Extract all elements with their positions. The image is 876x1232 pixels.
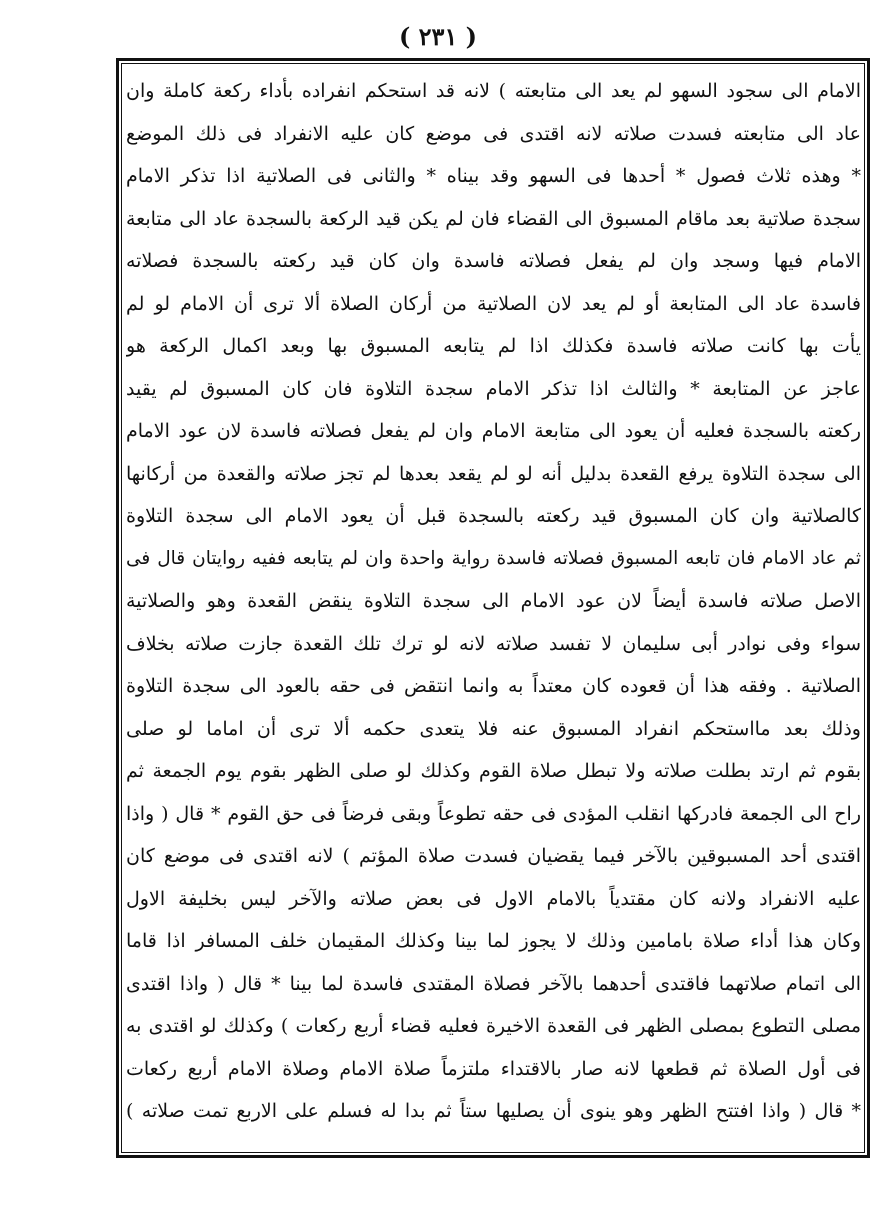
- text-line: * قال ( واذا افتتح الظهر وهو ينوى أن يصليها ستاً ثم بدا له فسلم على الاربع تمت صلاته ): [126, 1100, 861, 1122]
- text-line: راح الى الجمعة فادركها انقلب المؤدى فى حقه تطوعاً وبقى فرضاً فى حق القوم * قال ( واذا: [126, 802, 861, 825]
- text-line: الى اتمام صلاتهما فاقتدى أحدهما بالآخر فصلاة المقتدى فاسدة لما بينا * قال ( واذا اقتدى: [126, 972, 861, 995]
- text-line: يأت بها كانت صلاته فاسدة فكذلك اذا لم يتابعه المسبوق بها وبعد اكمال الركعة هو: [126, 335, 861, 357]
- text-line: الاصل صلاته فاسدة أيضاً لان عود الامام الى سجدة التلاوة ينقض القعدة وهو والصلاتية: [126, 590, 861, 612]
- text-line: وكان هذا أداء صلاة بامامين وذلك لا يجوز لما بينا وكذلك المقيمان خلف المسافر اذا قاما: [126, 930, 861, 952]
- text-line: ركعته بالسجدة فعليه أن يعود الى متابعة الامام وان لم يفعل فصلاته فاسدة لان عود الامام: [126, 420, 861, 442]
- text-line: بقوم ثم ارتد بطلت صلاته ولا تبطل صلاة القوم وكذلك لو صلى الظهر بقوم يوم الجمعة ثم: [126, 760, 861, 782]
- text-line: الامام الى سجود السهو لم يعد الى متابعته ) لانه قد استحكم انفراده بأداء ركعة كاملة وان: [126, 80, 861, 102]
- text-line: الامام فيها وسجد وان لم يفعل فصلاته فاسدة وان كان قيد ركعته بالسجدة فصلاته: [126, 250, 861, 272]
- text-line: * وهذه ثلاث فصول * أحدها فى السهو وقد بيناه * والثانى فى الصلاتية اذا تذكر الامام: [126, 165, 861, 187]
- text-line: كالصلاتية وان كان المسبوق قيد ركعته بالسجدة قبل أن يعود الامام الى سجدة التلاوة: [126, 505, 861, 527]
- text-body: [126, 70, 861, 1150]
- text-line: اقتدى أحد المسبوقين بالآخر فيما يقضيان فسدت صلاة المؤتم ) لانه اقتدى فى موضع كان: [126, 845, 861, 867]
- page-number: ( ٢٣١ ): [398, 22, 478, 51]
- text-line: ثم عاد الامام فان تابعه المسبوق فصلاته فاسدة رواية واحدة وان لم يتابعه ففيه روايتان قال فى: [126, 547, 861, 569]
- text-line: سجدة صلاتية بعد ماقام المسبوق الى القضاء فان لم يكن قيد الركعة بالسجدة عاد الى متابعة: [126, 207, 861, 230]
- text-line: الصلاتية . وفقه هذا أن قعوده كان معتداً به وانما انتقض فى حقه بالعود الى سجدة التلاوة: [126, 675, 861, 697]
- text-line: سواء وفى نوادر أبى سليمان لا تفسد صلاته لانه لو ترك تلك القعدة جازت صلاته بخلاف: [126, 632, 861, 655]
- text-line: عاجز عن المتابعة * والثالث اذا تذكر الامام سجدة التلاوة فان كان المسبوق لم يقيد: [126, 377, 861, 400]
- text-line: فاسدة عاد الى المتابعة أو لم يعد لان الصلاتية من أركان الصلاة ألا ترى أن الامام لو لم: [126, 292, 861, 315]
- text-line: عليه الانفراد ولانه كان مقتدياً بالامام الاول فى بعض صلاته والآخر ليس بخليفة الاول: [126, 887, 861, 910]
- text-line: عاد الى متابعته فسدت صلاته لانه اقتدى فى موضع كان عليه الانفراد فى ذلك الموضع: [126, 122, 861, 145]
- text-line: فى أول الصلاة ثم قطعها لانه صار بالاقتداء ملتزماً صلاة الامام وصلاة الامام أربع ركعات: [126, 1057, 861, 1080]
- text-line: مصلى التطوع بمصلى الظهر فى القعدة الاخيرة فعليه قضاء أربع ركعات ) وكذلك لو اقتدى به: [126, 1015, 861, 1037]
- text-line: الى سجدة التلاوة يرفع القعدة بدليل أنه لو لم يقعد بعدها لم تجز صلاته والقعدة من أركانها: [126, 462, 861, 485]
- text-line: وذلك بعد مااستحكم انفراد المسبوق عنه فلا يتعدى حكمه ألا ترى أن اماما لو صلى: [126, 717, 861, 740]
